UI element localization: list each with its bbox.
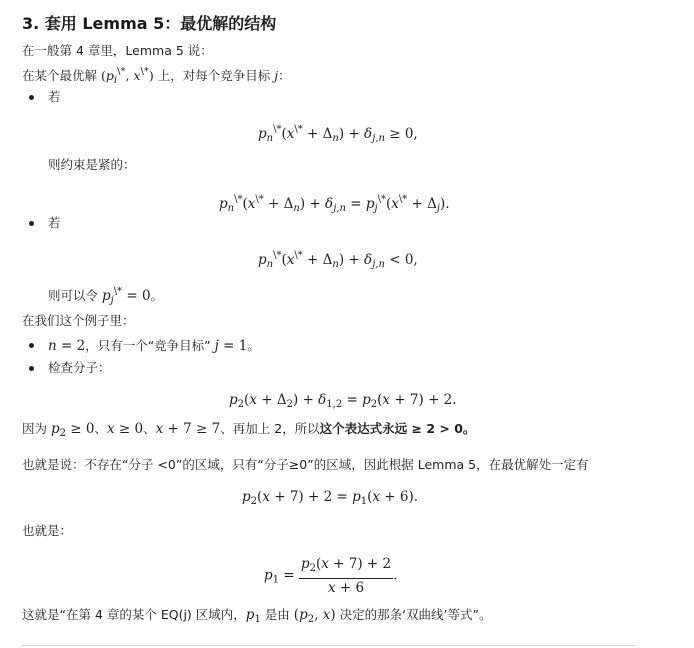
because-prefix: 因为	[22, 421, 51, 436]
that-is-text: 也就是说：不存在“分子 <0”的区域，只有“分子≥0”的区域，因此根据 Lemma 5，在最优解处一定有	[22, 457, 589, 472]
lemma-statement-end: ：	[278, 68, 291, 83]
bullet-dot	[29, 221, 34, 226]
equation-lt: $p_n^{\backslash*}(x^{\backslash*} + \Delta_n) + \delta_{j,n} < 0$,	[258, 250, 418, 270]
because-text: 因为 $p_2 \ge 0$、x ≥ 0、x + 7 ≥ 7、再加上 2，所以这个表达式永远 ≥ 2 > 0。	[22, 421, 476, 439]
final-mid: 是由	[260, 607, 294, 622]
bullet-dot	[29, 343, 34, 348]
because-sep-1: 、	[94, 421, 108, 436]
intro-text: 在一般第 4 章里，Lemma 5 说：	[22, 43, 213, 58]
section-heading: 3. 套用 Lemma 5：最优解的结构	[22, 14, 277, 33]
equation-equal: $p_n^{\backslash*}(x^{\backslash*} + \Delta_n) + \delta_{j,n} = p_j^{\backslash*}(x^{\backslash*} + \Delta_j)$.	[219, 194, 450, 214]
final-text: 这就是“在第 4 章的某个 EQ(j) 区域内，$p_1$ 是由 ($p_2$, x) 决定的那条‘双曲线’等式”。	[22, 607, 492, 625]
bullet-dot	[29, 95, 34, 100]
because-add: 、再加上 2，所以	[220, 421, 320, 436]
set-zero-prefix: 则可以令	[48, 288, 102, 303]
fraction: $\frac{p_2(x + 7) + 2}{x + 6}$	[300, 556, 392, 596]
also-text: 也就是：	[22, 523, 73, 538]
list-item-n-text: ，只有一个“竞争目标”	[85, 338, 215, 353]
because-sep-2: 、	[143, 421, 156, 436]
equation-hyperbola: $p_2(x + 7) + 2 = p_1(x + 6)$.	[242, 489, 419, 507]
list-item-n-end: 。	[247, 338, 260, 353]
example-intro: 在我们这个例子里：	[22, 313, 135, 328]
set-zero-text: 则可以令 $p_j^{\backslash*} = 0$。	[48, 286, 164, 306]
bullet-if-1: 若	[48, 89, 61, 104]
lemma-statement-prefix: 在某个最优解	[22, 68, 101, 83]
bullet-if-2: 若	[48, 215, 61, 230]
final-suffix: 决定的那条‘双曲线’等式”。	[335, 607, 492, 622]
set-zero-suffix: 。	[150, 288, 164, 303]
tight-text: 则约束是紧的：	[48, 157, 136, 172]
list-item-check: 检查分子：	[48, 360, 111, 375]
final-prefix: 这就是“在第 4 章的某个 EQ(j) 区域内，	[22, 607, 246, 622]
because-end: 。	[462, 421, 476, 436]
bullet-dot	[29, 366, 34, 371]
because-bold: 这个表达式永远 ≥ 2 > 0	[319, 421, 463, 436]
lemma-statement-mid: 上，对每个竞争目标	[153, 68, 275, 83]
lemma-statement: 在某个最优解 ($p_i^{\backslash*}$, x\*) 上，对每个竞争目标 j：	[22, 66, 291, 86]
list-item-n: n = 2，只有一个“竞争目标” j = 1。	[48, 338, 260, 354]
equation-fraction: $p_1$ = $\frac{p_2(x + 7) + 2}{x + 6}$ .	[264, 556, 398, 596]
equation-ge: $p_n^{\backslash*}(x^{\backslash*} + \Delta_n) + \delta_{j,n} \ge 0$,	[258, 124, 418, 144]
equation-numerator: $p_2(x + \Delta_2) + \delta_{1,2} = p_2(x + 7) + 2$.	[229, 392, 457, 410]
divider	[22, 645, 636, 646]
